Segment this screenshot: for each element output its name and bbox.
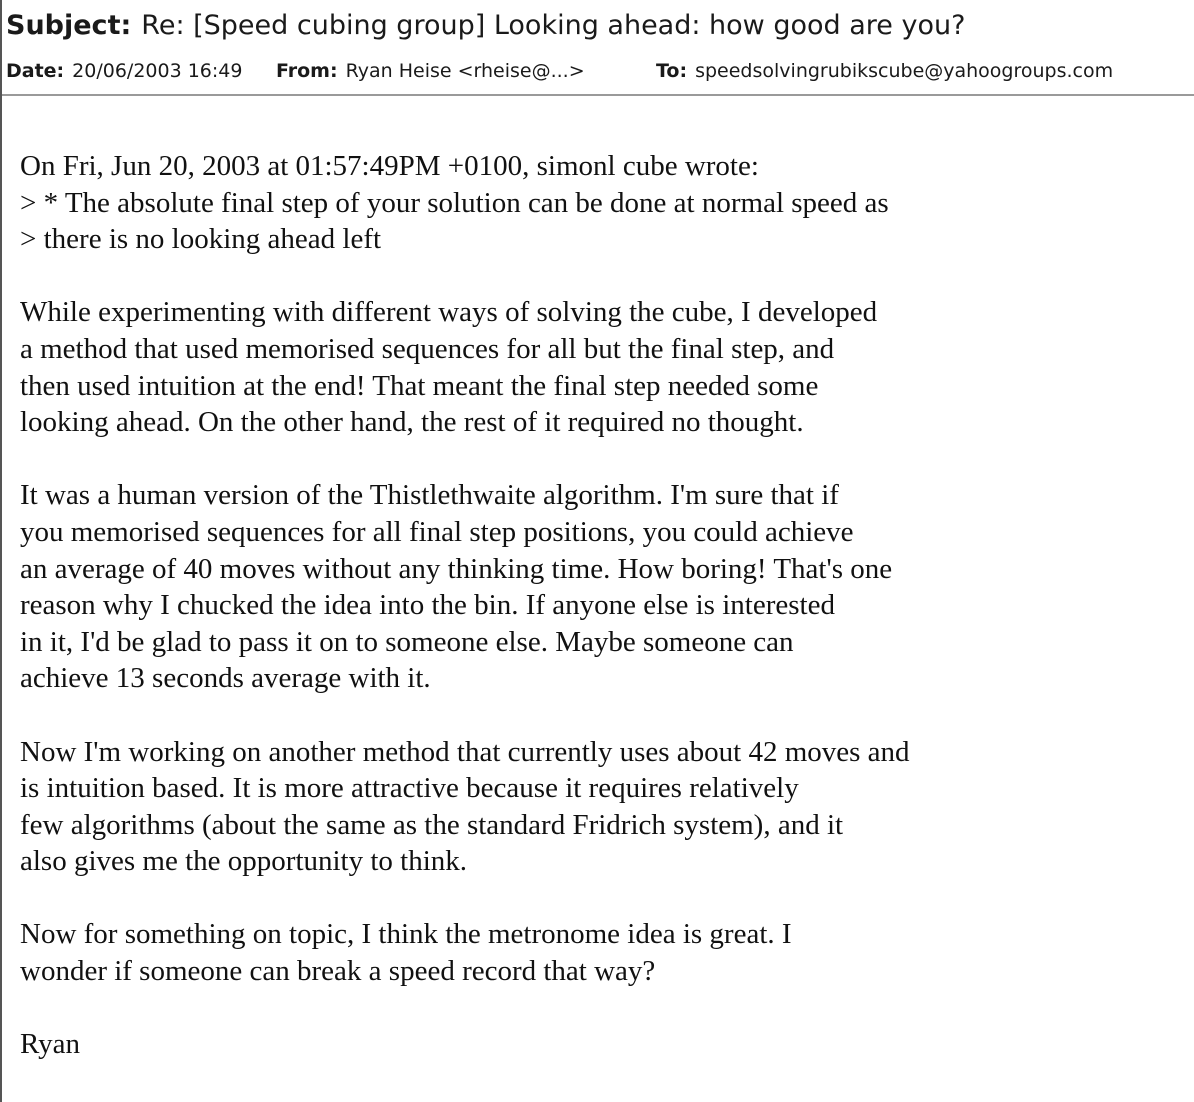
quote-line: > there is no looking ahead left [20,223,382,256]
paragraph-3-line: Now I'm working on another method that currently uses about 42 moves and [20,735,910,768]
paragraph-1-line: then used intuition at the end! That meant the final step needed some [20,369,819,402]
paragraph-1-line: While experimenting with different ways of solving the cube, I developed [20,296,878,329]
paragraph-2-line: in it, I'd be glad to pass it on to someone else. Maybe someone can [20,625,794,658]
paragraph-1-line: a method that used memorised sequences for all but the final step, and [20,332,835,365]
paragraph-1-line: looking ahead. On the other hand, the rest of it required no thought. [20,406,804,439]
paragraph-gap [20,990,1180,1027]
to-field [656,58,1113,84]
paragraph-3-line: also gives me the opportunity to think. [20,845,468,878]
paragraph-gap [20,880,1180,917]
paragraph-4-line: Now for something on topic, I think the metronome idea is great. I [20,918,792,951]
date-label: Date: [6,60,65,82]
subject-row [6,8,965,44]
paragraph-3-line: few algorithms (about the same as the standard Fridrich system), and it [20,808,844,841]
from-field [276,58,585,84]
paragraph-4-line: wonder if someone can break a speed record that way? [20,955,656,988]
signature: Ryan [20,1028,81,1061]
quote-intro: On Fri, Jun 20, 2003 at 01:57:49PM +0100, simonl cube wrote: [20,150,759,182]
paragraph-2-line: It was a human version of the Thistlethwaite algorithm. I'm sure that if [20,479,839,512]
message-body [20,148,1180,1063]
from-label: From: [276,60,338,82]
date-field [6,58,242,84]
paragraph-gap [20,697,1180,734]
subject-value[interactable]: Re: [Speed cubing group] Looking ahead: how good are you? [141,10,966,41]
paragraph-2-line: reason why I chucked the idea into the bin. If anyone else is interested [20,589,835,622]
to-label: To: [656,60,688,82]
paragraph-2-line: achieve 13 seconds average with it. [20,662,431,695]
paragraph-2-line: you memorised sequences for all final step positions, you could achieve [20,515,854,548]
paragraph-2-line: an average of 40 moves without any thinking time. How boring! That's one [20,552,893,585]
subject-label: Subject: [6,10,132,41]
quote-line: > * The absolute final step of your solution can be done at normal speed as [20,186,889,219]
from-value[interactable]: Ryan Heise <rheise@...> [345,60,585,82]
paragraph-gap [20,258,1180,295]
paragraph-gap [20,441,1180,478]
to-value[interactable]: speedsolvingrubikscube@yahoogroups.com [695,60,1114,82]
paragraph-3-line: is intuition based. It is more attractive because it requires relatively [20,772,799,805]
date-value: 20/06/2003 16:49 [72,60,243,82]
email-header [2,0,1194,96]
